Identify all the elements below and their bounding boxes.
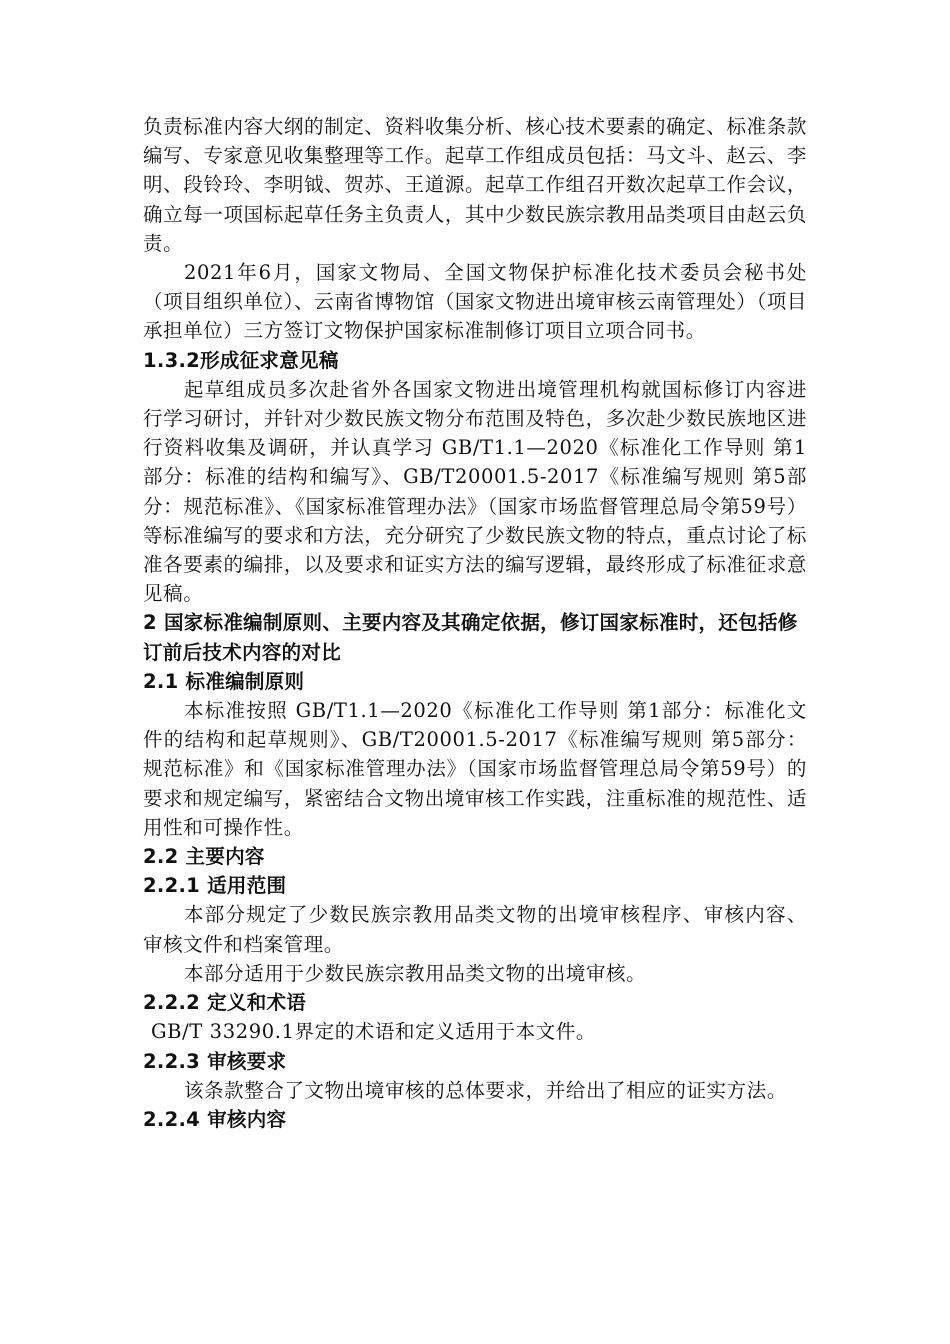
heading-2: 2 国家标准编制原则、主要内容及其确定依据，修订国家标准时，还包括修订前后技术内容的对比 [143, 611, 798, 664]
paragraph-drafting-group: 负责标准内容大纲的制定、资料收集分析、核心技术要素的确定、标准条款编写、专家意见收集整理等工作。起草工作组成员包括：马文斗、赵云、李明、段铃玲、李明钺、贺苏、王道源。起草工作组召开数次起草工作会议，确立每一项国标起草任务主负责人，其中少数民族宗教用品类项目由赵云负责。 [143, 115, 807, 255]
paragraph-scope-2: 本部分适用于少数民族宗教用品类文物的出境审核。 [183, 961, 647, 985]
paragraph-contract-signing: 2021年6月，国家文物局、全国文物保护标准化技术委员会秘书处（项目组织单位）、云南省博物馆（国家文物进出境审核云南管理处）（项目承担单位）三方签订文物保护国家标准制修订项目立项合同书。 [143, 261, 807, 343]
heading-2-2-1: 2.2.1 适用范围 [143, 874, 287, 898]
paragraph-review-requirements: 该条款整合了文物出境审核的总体要求，并给出了相应的证实方法。 [183, 1078, 787, 1102]
heading-2-2: 2.2 主要内容 [143, 845, 265, 869]
heading-2-2-4: 2.2.4 审核内容 [143, 1107, 287, 1131]
heading-2-2-3: 2.2.3 审核要求 [143, 1049, 287, 1073]
heading-1-3-2: 1.3.2形成征求意见稿 [143, 348, 339, 372]
paragraph-draft-formation: 起草组成员多次赴省外各国家文物进出境管理机构就国标修订内容进行学习研讨，并针对少数民族文物分布范围及特色，多次赴少数民族地区进行资料收集及调研，并认真学习 GB/T1.1—2020《标准化工作导则 第1部分：标准的结构和编写》、GB/T20001.5-2017《标准编写规则 第5部分：规范标准》、《国家标准管理办法》（国家市场监督管理总局令第59号）等标准编写的要求和方法，充分研究了少数民族文物的特点，重点讨论了标准各要素的编排，以及要求和证实方法的编写逻辑，最终形成了标准征求意见稿。 [143, 377, 807, 606]
paragraph-principles: 本标准按照 GB/T1.1—2020《标准化工作导则 第1部分：标准化文件的结构和起草规则》、GB/T20001.5-2017《标准编写规则 第5部分：规范标准》和《国家标准管理办法》（国家市场监督管理总局令第59号）的要求和规定编写，紧密结合文物出境审核工作实践，注重标准的规范性、适用性和可操作性。 [143, 699, 807, 839]
heading-2-1: 2.1 标准编制原则 [143, 669, 305, 693]
paragraph-definitions: GB/T 33290.1界定的术语和定义适用于本文件。 [151, 1020, 597, 1044]
heading-2-2-2: 2.2.2 定义和术语 [143, 991, 307, 1015]
paragraph-scope-1: 本部分规定了少数民族宗教用品类文物的出境审核程序、审核内容、审核文件和档案管理。 [143, 903, 807, 956]
document-page [143, 112, 807, 1134]
